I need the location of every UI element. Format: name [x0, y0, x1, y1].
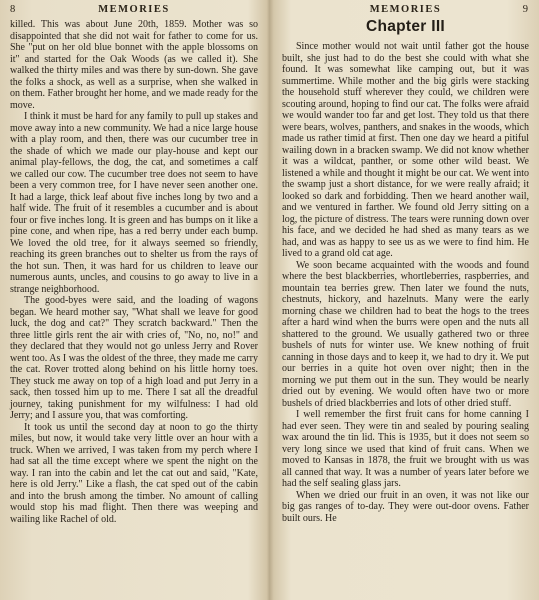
running-head-right	[282, 4, 529, 16]
paragraph: Since mother would not wait until father got the house built, she just had to do the best she could with what she found. It was somewhat like camping out, but it was summertime. While mother and the big girls were stacking the household stuff wherever they could, we children were scouting around, hoping to find our cat. The folks were afraid we would wander too far and get lost. They told us that there were bears, wolves, panthers, and snakes in the woods, which made us rather timid at first. Then one day we heard a pitiful wailing down in a bracken swamp. We did not know whether it was a wildcat, panther, or some other wild beast. We listened a while and thought it might be our cat. We went into the swamp just a short distance, for we were really afraid; it looked so dark and forbidding. Then we heard another wail, and we ventured in farther. We found old Jerry sitting on a log, the picture of distress. The tears were running down over his face, and we decided he had shed as many tears as we had, and was as happy to see us as we were to find him. He lived to a grand old cat age.	[282, 41, 529, 259]
right-page	[272, 0, 539, 600]
paragraph: It took us until the second day at noon to go the thirty miles, but now, it would take very little over an hour with a truck. When we arrived, I was taken from my perch where I had sat all the time except where we spent the night on the way. I ran into the cabin and let the cat out and said, "Kate, here is old Jerry." Like a flash, the cat sped out of the cabin and into the brush among the timber. No amount of calling would stop his mad flight. Then there was weeping and wailing like Rachel of old.	[10, 421, 258, 525]
running-head-left	[10, 4, 258, 16]
paragraph: I think it must be hard for any family to pull up stakes and move away into a new community. We had a nice large house with a play room, and then, there was our cucumber tree in the shade of which we made our play-house and kept our animal play-fellows, the dog, the cat, and sometimes a calf we called our cow. The cucumber tree does not seem to have been a very common tree, for I have never seen another one. It had a large, thick leaf about five inches long by two and a half wide. The fruit of it resembles a cucumber and is about four or five inches long. It is green and has bumps on it like a pine cone, and when ripe, has a red berry under each bump. We loved the old tree, for it always seemed so friendly, reaching its green branches out to shelter us from the rays of the hot sun. Then, it was hard for us children to leave our numerous aunts, uncles, and cousins to go away to live in a strange neighborhood.	[10, 111, 258, 295]
left-page	[0, 0, 268, 600]
right-page-body	[282, 41, 529, 524]
running-title-right: MEMORIES	[369, 4, 442, 15]
paragraph: We soon became acquainted with the woods and found where the best blackberries, whortleberries, raspberries, and mountain tea berries grew. Then later we found the nuts, chestnuts, hickory, and hazelnuts. Many were the early morning chase we children had to beat the hogs to the trees after a hard wind when the burrs were open and the nuts all shattered to the ground. We usually gathered two or three bushels of nuts for winter use. We knew nothing of fruit canning in those days and to keep it, we had to dry it. We put our berries in a quite hot oven over night; then in the morning we put them out in the sun. They would be nearly dried out by evening. We would often have two or more bushels of dried blackberries and lots of other dried stuff.	[282, 259, 529, 409]
page-number-left: 8	[10, 4, 17, 15]
paragraph: When we dried our fruit in an oven, it was not like our big gas ranges of to-day. They were out-door ovens. Father built ours. He	[282, 489, 529, 524]
chapter-title: Chapter III	[365, 18, 446, 35]
paragraph: killed. This was about June 20th, 1859. Mother was so disappointed that she did not wait for father to come for us. She "put on her old blue bonnet with the apple blossoms on it" and started for the Oak Woods (as we called it). She walked the thirty miles and was there by sun-down. She gave the folks a shock, as well as a surprise, when she walked in on them. Father brought her home, and we made ready for the move.	[10, 19, 258, 111]
page-number-right: 9	[522, 4, 529, 15]
left-page-body	[10, 19, 258, 525]
running-title-left: MEMORIES	[98, 4, 170, 15]
paragraph: I well remember the first fruit cans for home canning I had ever seen. They were tin and sealed by pouring sealing wax around the tin lid. This is 1935, but it does not seem so very long since we used that kind of fruit cans. When we moved to Kansas in 1878, the fruit we brought with us was all canned that way. It was a number of years later before we had the self sealing glass jars.	[282, 409, 529, 489]
paragraph: The good-byes were said, and the loading of wagons began. We heard mother say, "What shall we leave for good luck, the dog and cat?" They scratch backward." Then the three little girls rent the air with cries of, "No, no, no!" and they declared that they would not go unless Jerry and Rover went too. As I was the oldest of the three, they made me carry the cat. Rover trotted along behind on his little horny toes. They stuck me away on top of a high load and put Jerry in a sack, then tossed him up to me. There I sat all the dreadful journey, taking punishment for my wilfulness: I had old Jerry; and I assure you, that was comforting.	[10, 295, 258, 421]
